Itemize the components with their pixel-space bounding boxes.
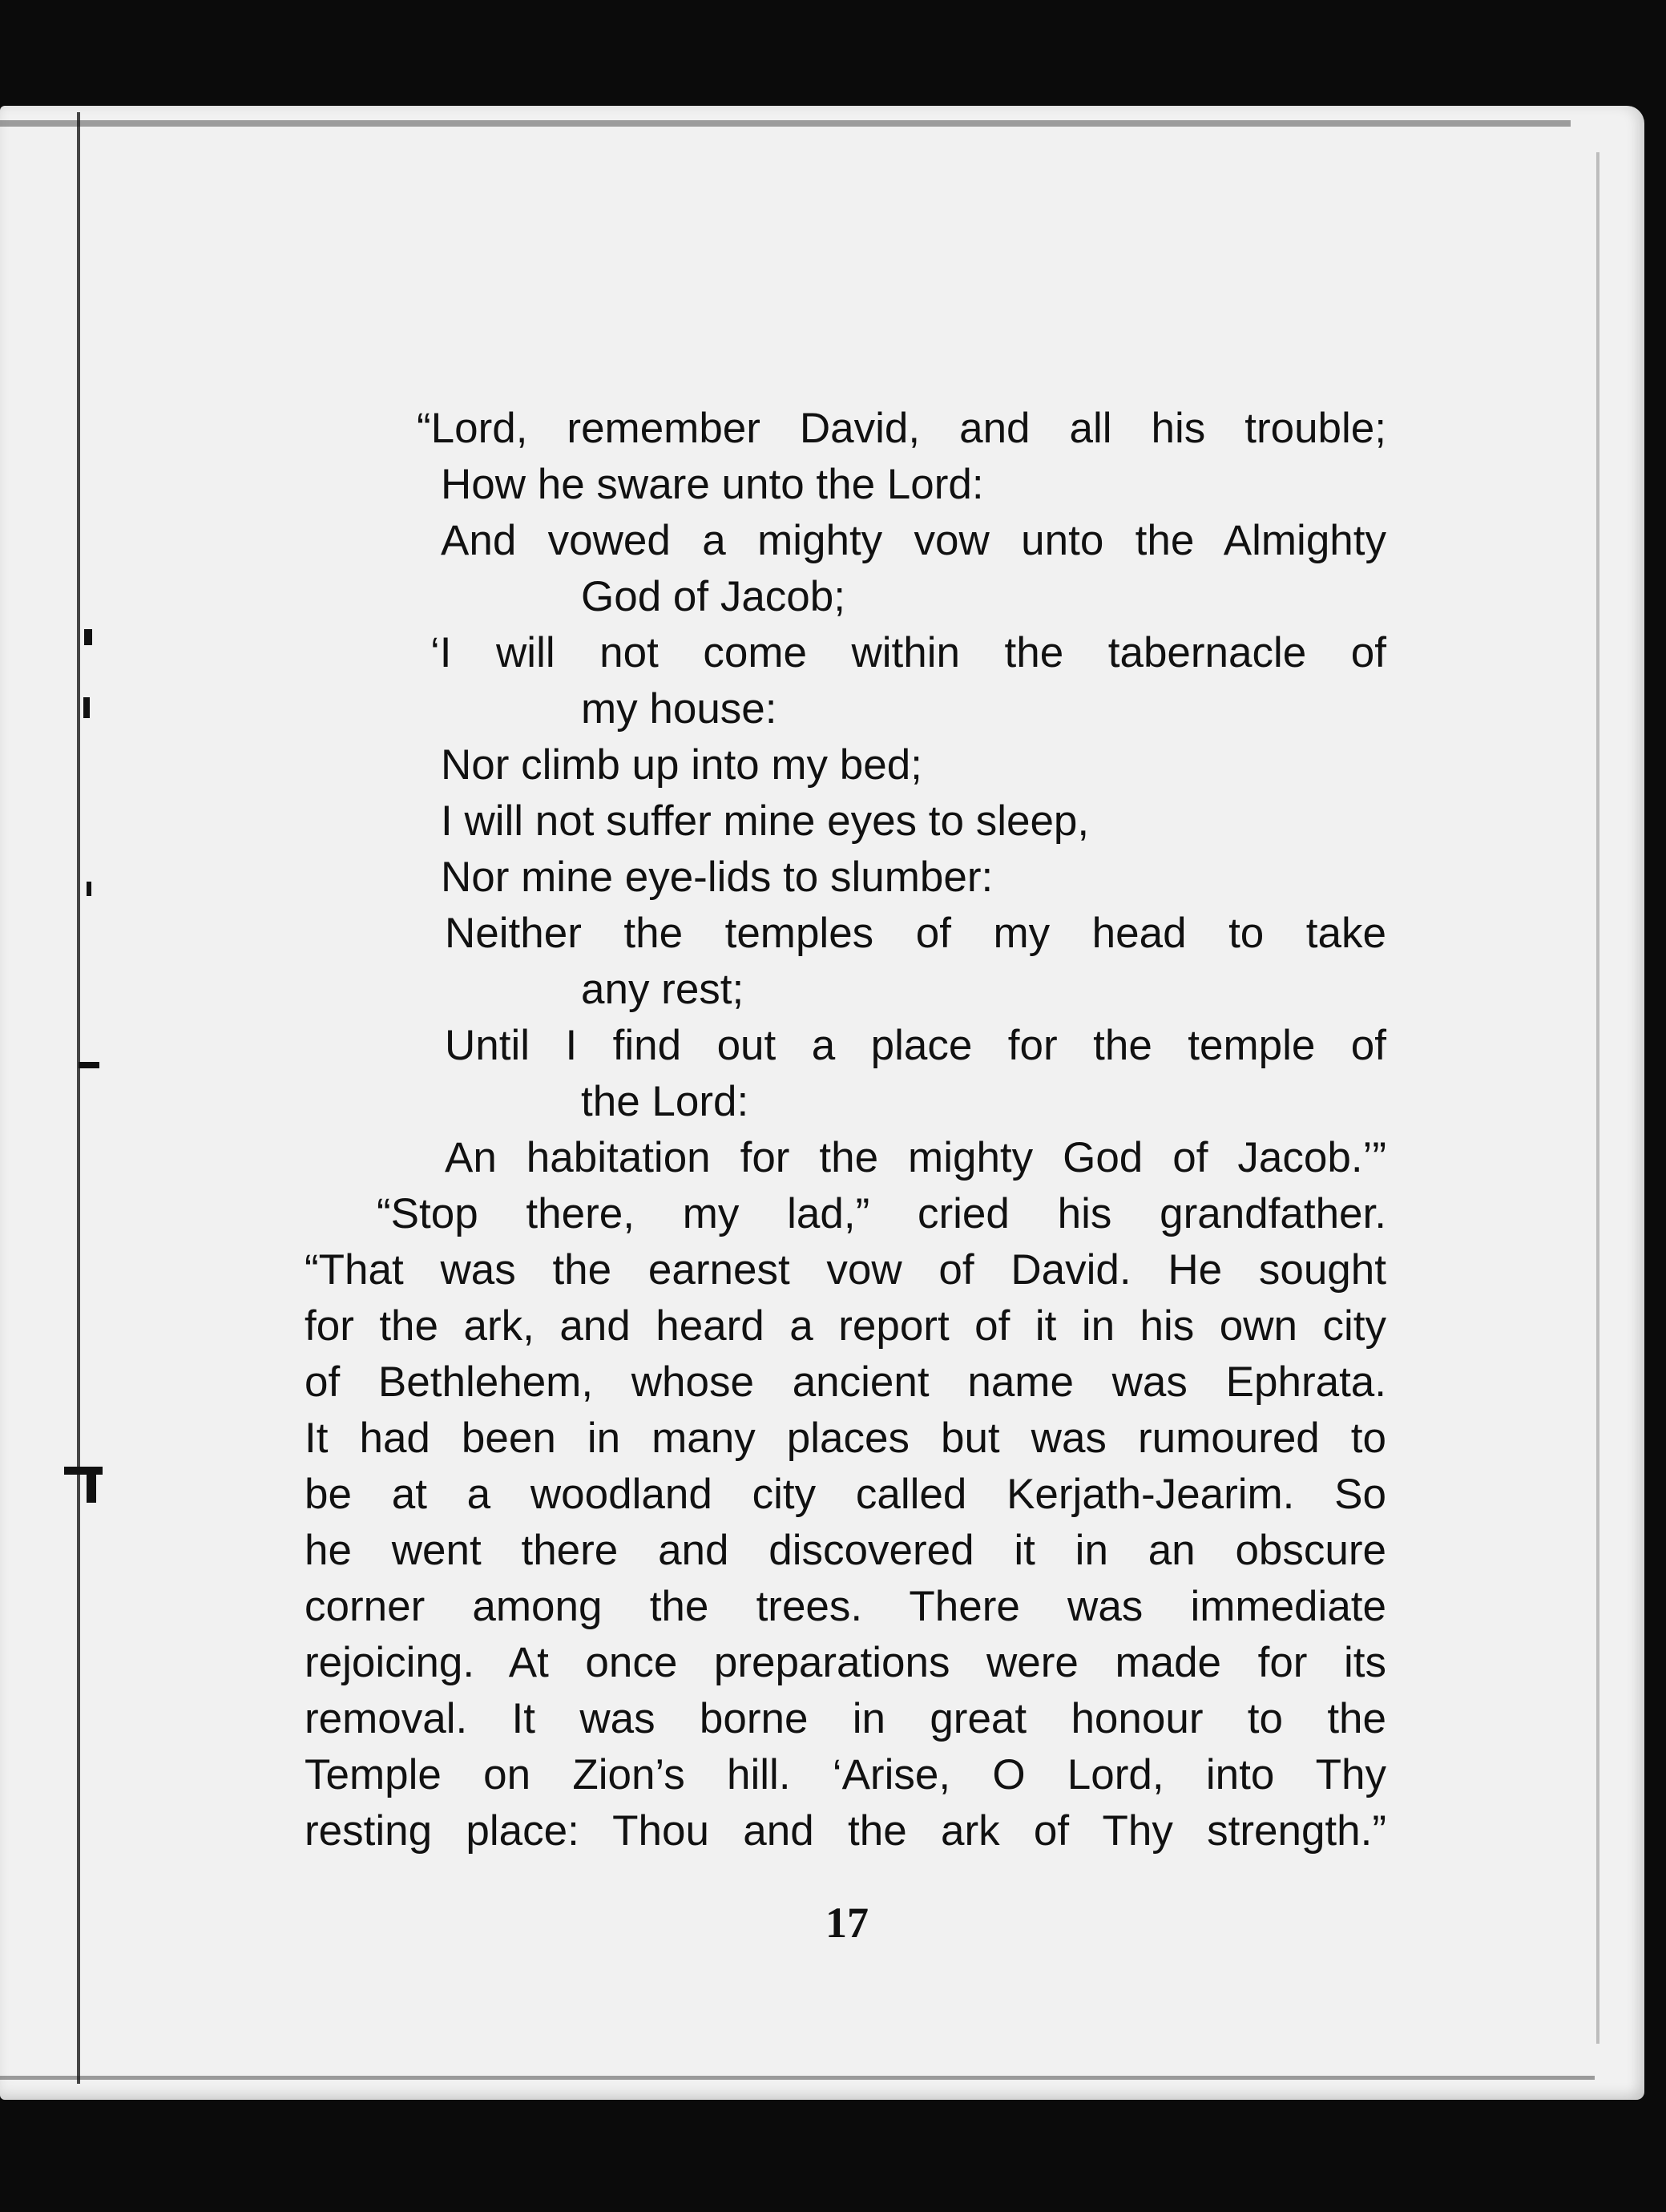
prose-line: be at a woodland city called Kerjath-Jearim. So — [305, 1471, 1386, 1518]
binding-gutter-line — [77, 112, 80, 2084]
prose-line: for the ark, and heard a report of it in his own city — [305, 1302, 1386, 1350]
prose-line: resting place: Thou and the ark of Thy strength.” — [305, 1807, 1386, 1855]
scan-mark — [87, 882, 91, 896]
scan-mark — [64, 1467, 103, 1475]
prose-line: “That was the earnest vow of David. He sought — [305, 1246, 1386, 1294]
prose-line: Temple on Zion’s hill. ‘Arise, O Lord, into Thy — [305, 1751, 1386, 1798]
psalm-quotation — [305, 401, 1386, 1186]
verse-line: And vowed a mighty vow unto the Almighty — [441, 517, 1386, 564]
scan-mark — [87, 1471, 96, 1503]
prose-line: It had been in many places but was rumoured to — [305, 1415, 1386, 1462]
prose-line: he went there and discovered it in an obscure — [305, 1527, 1386, 1574]
prose-paragraph — [305, 1186, 1386, 1859]
verse-line: my house: — [581, 685, 777, 733]
prose-line: removal. It was borne in great honour to the — [305, 1695, 1386, 1742]
page-number: 17 — [825, 1899, 869, 1947]
scan-mark — [84, 629, 92, 645]
scan-mark — [83, 697, 90, 718]
page-text — [305, 401, 1386, 1859]
page-bottom-edge — [0, 2076, 1595, 2080]
verse-line: Until I find out a place for the temple of — [445, 1022, 1386, 1069]
verse-line: How he sware unto the Lord: — [441, 461, 984, 508]
page-right-edge — [1596, 152, 1599, 2044]
verse-line: An habitation for the mighty God of Jacob.’” — [445, 1134, 1386, 1181]
verse-line: “Lord, remember David, and all his trouble; — [417, 405, 1386, 452]
prose-line: rejoicing. At once preparations were made for its — [305, 1639, 1386, 1686]
verse-line: ‘I will not come within the tabernacle of — [430, 629, 1386, 676]
prose-line: “Stop there, my lad,” cried his grandfather. — [377, 1190, 1386, 1237]
verse-line: any rest; — [581, 966, 744, 1013]
verse-line: Nor climb up into my bed; — [441, 741, 922, 789]
verse-line: Nor mine eye-lids to slumber: — [441, 854, 994, 901]
page-top-edge — [0, 120, 1571, 127]
verse-line: God of Jacob; — [581, 573, 845, 620]
verse-line: the Lord: — [581, 1078, 749, 1125]
prose-line: of Bethlehem, whose ancient name was Ephrata. — [305, 1358, 1386, 1406]
scan-mark — [79, 1062, 99, 1068]
prose-line: corner among the trees. There was immediate — [305, 1583, 1386, 1630]
verse-line: Neither the temples of my head to take — [445, 910, 1386, 957]
verse-line: I will not suffer mine eyes to sleep, — [441, 797, 1090, 845]
